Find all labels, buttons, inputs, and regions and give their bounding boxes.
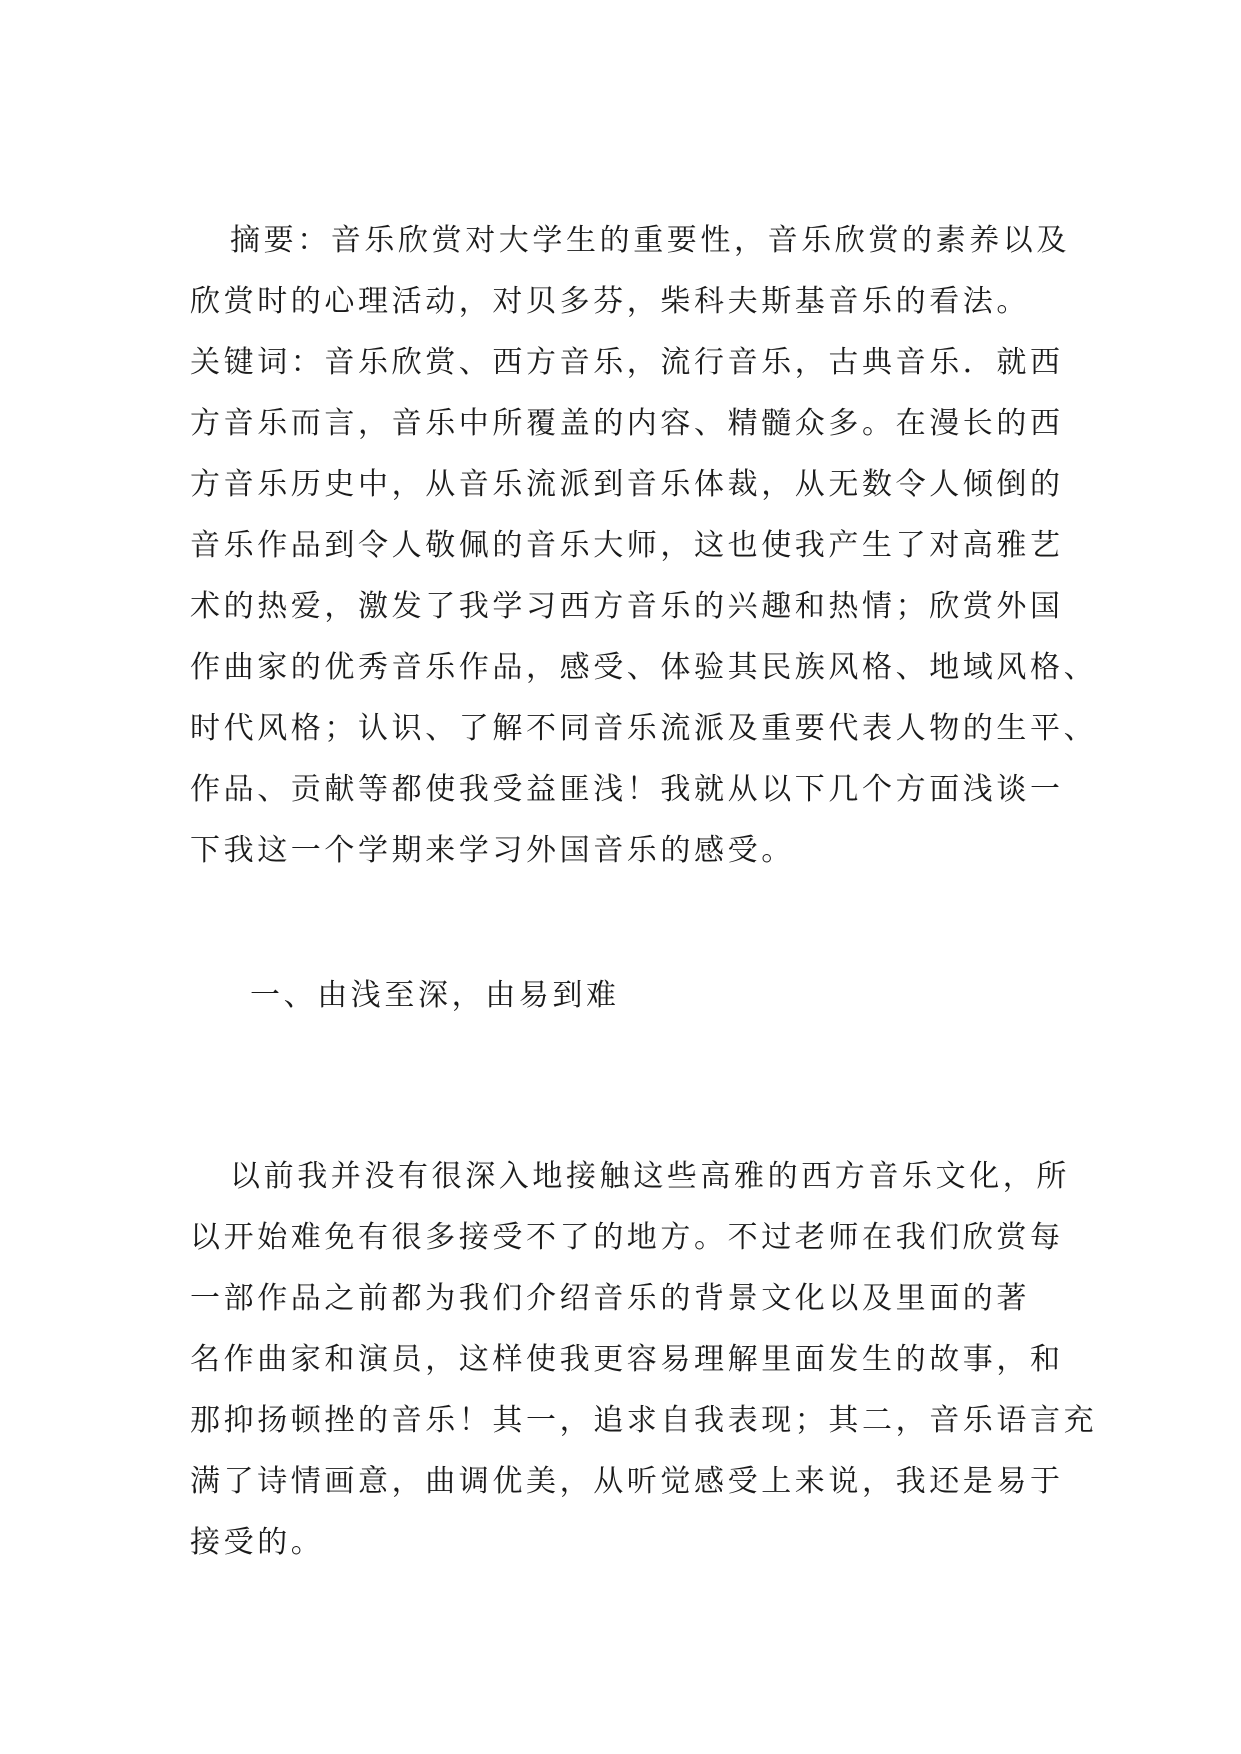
abstract-line: 方音乐历史中，从音乐流派到音乐体裁，从无数令人倾倒的 bbox=[190, 467, 1064, 502]
abstract-line: 音乐作品到令人敬佩的音乐大师，这也使我产生了对高雅艺 bbox=[190, 528, 1064, 563]
abstract-line: 方音乐而言，音乐中所覆盖的内容、精髓众多。在漫长的西 bbox=[190, 406, 1064, 441]
body-line: 以前我并没有很深入地接触这些高雅的西方音乐文化，所 bbox=[230, 1159, 1070, 1194]
body-line: 一部作品之前都为我们介绍音乐的背景文化以及里面的著 bbox=[190, 1281, 1030, 1316]
abstract-line: 术的热爱，激发了我学习西方音乐的兴趣和热情；欣赏外国 bbox=[190, 589, 1064, 624]
body-line: 那抑扬顿挫的音乐！其一，追求自我表现；其二，音乐语言充 bbox=[190, 1403, 1098, 1438]
abstract-line: 下我这一个学期来学习外国音乐的感受。 bbox=[190, 833, 795, 868]
body-line: 名作曲家和演员，这样使我更容易理解里面发生的故事，和 bbox=[190, 1342, 1064, 1377]
abstract-line: 关键词：音乐欣赏、西方音乐，流行音乐，古典音乐．就西 bbox=[190, 345, 1064, 380]
body-line: 满了诗情画意，曲调优美，从听觉感受上来说，我还是易于 bbox=[190, 1464, 1064, 1499]
section-heading: 一、由浅至深，由易到难 bbox=[250, 978, 620, 1013]
abstract-line: 时代风格；认识、了解不同音乐流派及重要代表人物的生平、 bbox=[190, 711, 1098, 746]
body-line: 接受的。 bbox=[190, 1525, 325, 1560]
abstract-line: 摘要：音乐欣赏对大学生的重要性，音乐欣赏的素养以及 bbox=[230, 223, 1070, 258]
abstract-line: 作品、贡献等都使我受益匪浅！我就从以下几个方面浅谈一 bbox=[190, 772, 1064, 807]
abstract-line: 作曲家的优秀音乐作品，感受、体验其民族风格、地域风格、 bbox=[190, 650, 1098, 685]
abstract-line: 欣赏时的心理活动，对贝多芬，柴科夫斯基音乐的看法。 bbox=[190, 284, 1030, 319]
body-line: 以开始难免有很多接受不了的地方。不过老师在我们欣赏每 bbox=[190, 1220, 1064, 1255]
